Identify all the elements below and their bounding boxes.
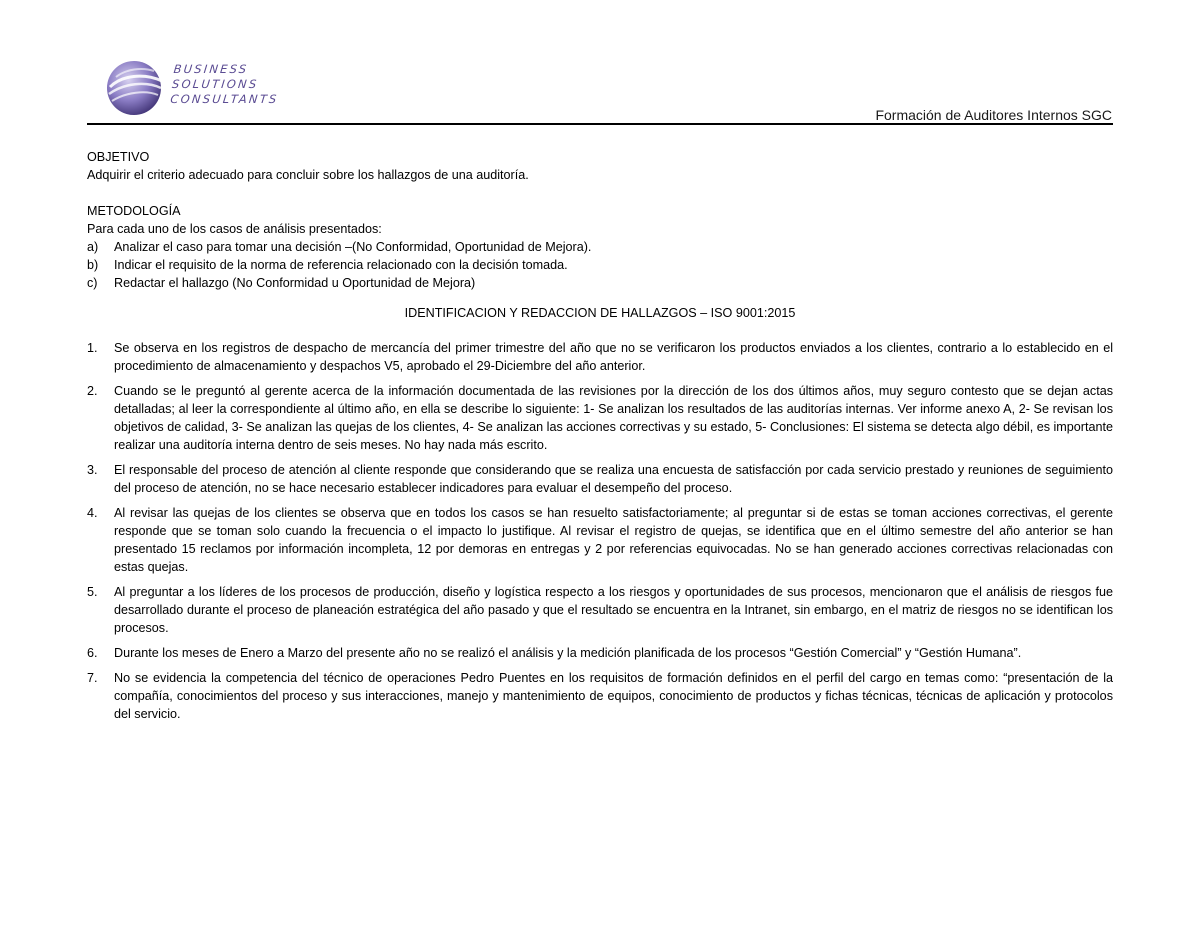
document-body bbox=[87, 148, 1113, 730]
logo-line: SOLUTIONS bbox=[171, 77, 260, 91]
option-marker: b) bbox=[87, 258, 99, 272]
case-number: 6. bbox=[87, 646, 98, 660]
case-item bbox=[87, 644, 1113, 662]
methodology-option bbox=[87, 238, 1113, 256]
methodology-option bbox=[87, 256, 1113, 274]
logo-wordmark bbox=[170, 62, 283, 107]
option-marker: c) bbox=[87, 276, 98, 290]
section-title: IDENTIFICACION Y REDACCION DE HALLAZGOS – ISO 9001:2015 bbox=[404, 306, 796, 320]
option-marker: a) bbox=[87, 240, 99, 254]
case-item bbox=[87, 669, 1113, 723]
header-divider bbox=[87, 123, 1113, 125]
option-text: Analizar el caso para tomar una decisión –(No Conformidad, Oportunidad de Mejora). bbox=[114, 240, 592, 254]
case-text: Al revisar las quejas de los clientes se observa que en todos los casos se han resuelto satisfactoriamente; al preguntar si de estas se toman acciones correctivas, el gerente responde que se toman solo cuando la frecuencia o el impacto lo justifique. Al revisar el registro de quejas, se identifica que en el último semestre del año anterior se han presentado 15 reclamos por información incompleta, 12 por demoras en entregas y 2 por referencias equivocadas. No se han generado acciones correctivas relacionadas con estas quejas. bbox=[114, 506, 1113, 574]
case-item bbox=[87, 583, 1113, 637]
logo-line: CONSULTANTS bbox=[169, 92, 280, 106]
logo-line: BUSINESS bbox=[172, 62, 250, 76]
case-text: No se evidencia la competencia del técnico de operaciones Pedro Puentes en los requisitos de formación definidos en el perfil del cargo en temas como: “presentación de la compañía, conocimientos del proceso y sus interacciones, manejo y mantenimiento de equipos, conocimiento de productos y fichas técnicas, técnicas de aplicación y protocolos del servicio. bbox=[114, 671, 1113, 721]
globe-logo-icon bbox=[104, 57, 168, 119]
option-text: Redactar el hallazgo (No Conformidad u Oportunidad de Mejora) bbox=[114, 276, 476, 290]
case-item bbox=[87, 382, 1113, 454]
case-item bbox=[87, 461, 1113, 497]
case-text: Al preguntar a los líderes de los procesos de producción, diseño y logística respecto a los riesgos y oportunidades de sus procesos, mencionaron que el análisis de riesgos fue desarrollado durante el proceso de planeación estratégica del año pasado y que el resultado se encuentra en la Intranet, sin embargo, en el matriz de riesgos no se identifican los procesos. bbox=[114, 585, 1113, 635]
case-text: El responsable del proceso de atención al cliente responde que considerando que se realiza una encuesta de satisfacción por cada servicio prestado y reuniones de seguimiento del proceso de atención, no se hace necesario establecer indicadores para evaluar el desempeño del proceso. bbox=[114, 463, 1113, 495]
case-number: 1. bbox=[87, 341, 98, 355]
objective-heading: OBJETIVO bbox=[87, 150, 150, 164]
case-item bbox=[87, 504, 1113, 576]
case-number: 3. bbox=[87, 463, 98, 477]
objective-text: Adquirir el criterio adecuado para concluir sobre los hallazgos de una auditoría. bbox=[87, 168, 529, 182]
cases-list bbox=[87, 339, 1113, 723]
methodology-intro: Para cada uno de los casos de análisis presentados: bbox=[87, 222, 382, 236]
case-number: 7. bbox=[87, 671, 98, 685]
spacer bbox=[87, 184, 1113, 202]
methodology-option bbox=[87, 274, 1113, 292]
case-text: Cuando se le preguntó al gerente acerca de la información documentada de las revisiones por la dirección de los dos últimos años, muy seguro contesto que se dejan actas detalladas; al leer la correspondiente al último año, en ella se describe lo siguiente: 1- Se analizan los resultados de las auditorías internas. Ver informe anexo A, 2- Se revisan los objetivos de calidad, 3- Se analizan las quejas de los clientes, 4- Se analizan las acciones correctivas y su estado, 5- Conclusiones: El sistema se detecta algo débil, es importante realizar una auditoría interna dentro de seis meses. No hay nada más escrito. bbox=[114, 384, 1113, 452]
company-logo bbox=[104, 57, 280, 119]
case-text: Durante los meses de Enero a Marzo del presente año no se realizó el análisis y la medición planificada de los procesos “Gestión Comercial” y “Gestión Humana”. bbox=[114, 646, 1022, 660]
case-number: 5. bbox=[87, 585, 98, 599]
header-title: Formación de Auditores Internos SGC bbox=[875, 107, 1112, 123]
case-number: 4. bbox=[87, 506, 98, 520]
methodology-heading: METODOLOGÍA bbox=[87, 204, 181, 218]
option-text: Indicar el requisito de la norma de referencia relacionado con la decisión tomada. bbox=[114, 258, 568, 272]
case-item bbox=[87, 339, 1113, 375]
case-number: 2. bbox=[87, 384, 98, 398]
case-text: Se observa en los registros de despacho de mercancía del primer trimestre del año que no se verificaron los productos enviados a los clientes, contrario a lo establecido en el procedimiento de almacenamiento y despachos V5, aprobado el 29-Diciembre del año anterior. bbox=[114, 341, 1113, 373]
